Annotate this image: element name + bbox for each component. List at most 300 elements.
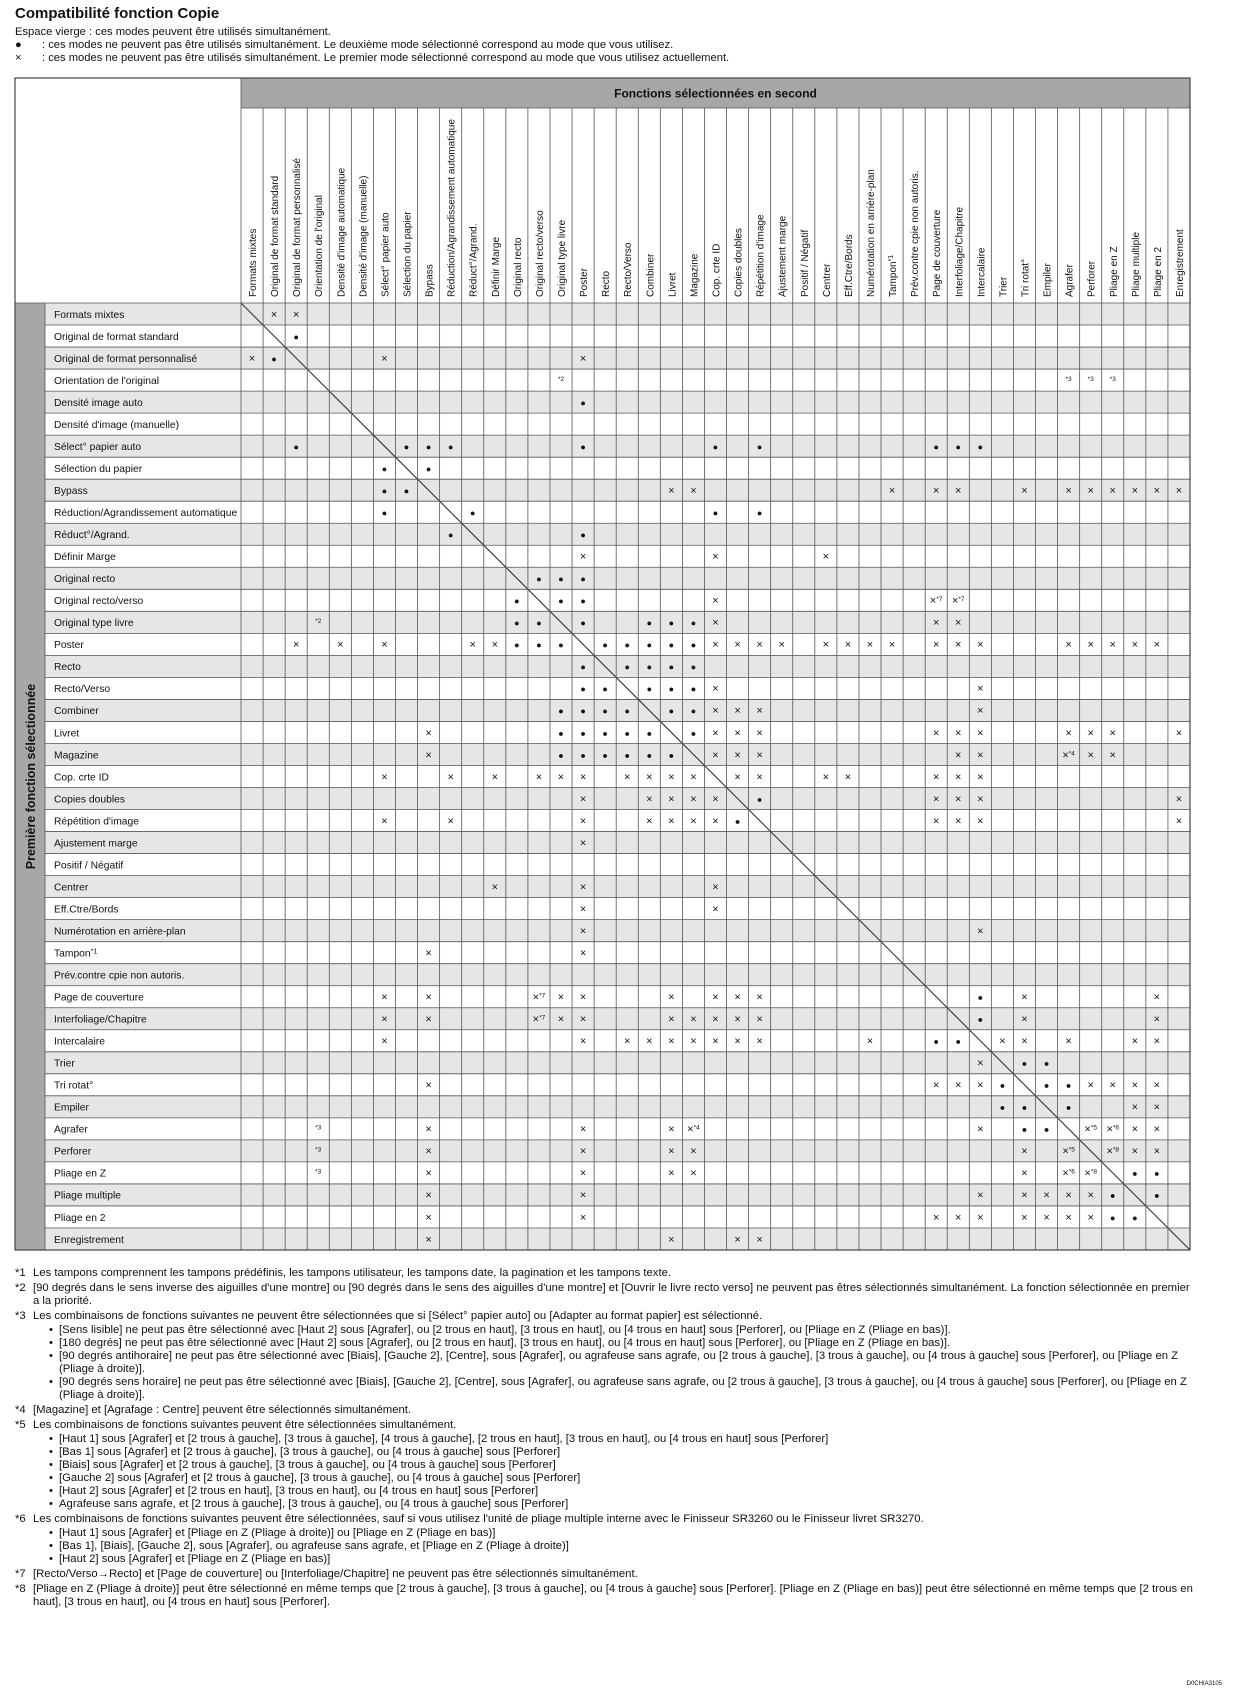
footnote-label: *2 bbox=[15, 1282, 26, 1294]
table-cell-mark: ● bbox=[580, 618, 586, 629]
row-header: Empiler bbox=[54, 1102, 89, 1114]
row-stripe bbox=[45, 788, 1190, 810]
table-cell-mark: × bbox=[734, 749, 741, 762]
table-cell-mark: × bbox=[955, 639, 962, 652]
column-header: Orientation de l'original bbox=[314, 195, 326, 297]
table-cell-mark: ● bbox=[756, 794, 763, 805]
table-cell-mark: × bbox=[756, 705, 763, 718]
row-stripe bbox=[45, 1228, 1190, 1250]
second-selected-header: Fonctions sélectionnées en second bbox=[614, 86, 817, 101]
row-stripe bbox=[45, 832, 1190, 854]
table-cell-mark: ● bbox=[558, 706, 564, 717]
footnote-text: [Recto/Verso→Recto] et [Page de couverture] ou [Interfoliage/Chapitre] ne peuvent pas être sélectionnés simultanément. bbox=[33, 1568, 638, 1580]
table-cell-mark: × bbox=[756, 749, 763, 762]
table-cell-mark: *2 bbox=[557, 375, 565, 383]
table-cell-mark: ● bbox=[1043, 1080, 1050, 1091]
table-cell-mark: ×$^{*8}$ bbox=[1084, 1167, 1097, 1180]
table-cell-mark: × bbox=[668, 1233, 675, 1246]
column-header: Eff.Ctre/Bords bbox=[843, 234, 855, 297]
table-cell-mark: × bbox=[646, 815, 653, 828]
table-cell-mark: × bbox=[712, 815, 719, 828]
table-cell-mark: × bbox=[579, 1035, 587, 1048]
table-cell-mark: × bbox=[1131, 1079, 1139, 1092]
table-cell-mark: × bbox=[1087, 639, 1094, 652]
table-cell-mark: ● bbox=[425, 441, 432, 452]
footnote bbox=[15, 1568, 1195, 1581]
table-cell-mark: ● bbox=[624, 750, 630, 761]
table-cell-mark: × bbox=[668, 1145, 675, 1158]
table-cell-mark: × bbox=[932, 617, 940, 630]
legend-cross-symbol: × bbox=[15, 52, 22, 64]
table-cell-mark: × bbox=[1153, 484, 1161, 497]
table-cell-mark: ● bbox=[514, 640, 520, 651]
table-cell-mark: × bbox=[557, 991, 565, 1004]
table-cell-mark: ×$^{*7}$ bbox=[532, 991, 546, 1004]
table-cell-mark: × bbox=[668, 1013, 675, 1026]
table-cell-mark: × bbox=[734, 705, 741, 718]
column-header: Pliage en 2 bbox=[1152, 246, 1164, 297]
table-cell-mark: ● bbox=[712, 508, 719, 519]
table-cell-mark: × bbox=[712, 903, 719, 916]
table-cell-mark: × bbox=[1065, 1035, 1072, 1048]
table-cell-mark: × bbox=[1153, 1035, 1161, 1048]
table-cell-mark: ● bbox=[999, 1102, 1006, 1113]
table-cell-mark: ×$^{*8}$ bbox=[1106, 1145, 1120, 1158]
row-header: Original type livre bbox=[54, 618, 134, 630]
table-cell-mark: × bbox=[1131, 1123, 1139, 1136]
footnote-label: *6 bbox=[15, 1513, 26, 1525]
table-cell-mark: × bbox=[646, 793, 653, 806]
column-header: Interfoliage/Chapitre bbox=[954, 206, 966, 297]
table-cell-mark: ● bbox=[690, 640, 697, 651]
table-cell-mark: ● bbox=[756, 441, 763, 452]
table-cell-mark: ● bbox=[580, 750, 586, 761]
legend-cross-text: : ces modes ne peuvent pas être utilisés simultanément. Le premier mode sélectionné correspond au mode que vous utilisez actuellement. bbox=[42, 52, 730, 64]
table-cell-mark: × bbox=[248, 352, 256, 365]
table-cell-mark: ● bbox=[580, 397, 586, 408]
table-cell-mark: × bbox=[712, 727, 719, 740]
table-cell-mark: × bbox=[977, 925, 984, 938]
column-header: Ajustement marge bbox=[777, 215, 789, 297]
table-cell-mark: × bbox=[1087, 484, 1094, 497]
table-cell-mark: × bbox=[579, 903, 587, 916]
table-cell-mark: × bbox=[557, 771, 565, 784]
row-stripe bbox=[45, 920, 1190, 942]
table-cell-mark: ● bbox=[580, 530, 586, 541]
table-cell-mark: × bbox=[977, 1123, 984, 1136]
footnote-label: *5 bbox=[15, 1419, 26, 1431]
row-header: Bypass bbox=[54, 485, 88, 497]
column-header: Empiler bbox=[1042, 263, 1054, 297]
table-cell-mark: × bbox=[690, 771, 697, 784]
column-header: Magazine bbox=[689, 253, 701, 297]
table-cell-mark: ● bbox=[381, 508, 388, 519]
table-cell-mark: ×$^{*4}$ bbox=[1062, 749, 1075, 762]
legend-blank-text: Espace vierge : ces modes peuvent être utilisés simultanément. bbox=[15, 26, 331, 38]
table-cell-mark: × bbox=[292, 308, 300, 321]
table-cell-mark: × bbox=[425, 991, 432, 1004]
table-cell-mark: × bbox=[1021, 1167, 1028, 1180]
table-cell-mark: *3 bbox=[315, 1168, 322, 1176]
row-header: Tampon$^{*1}$ bbox=[54, 947, 98, 960]
table-cell-mark: × bbox=[955, 617, 962, 630]
row-header: Sélect° papier auto bbox=[54, 441, 142, 453]
table-cell-mark: ● bbox=[1132, 1168, 1138, 1179]
table-cell-mark: × bbox=[1109, 749, 1116, 762]
table-cell-mark: × bbox=[1087, 727, 1094, 740]
table-cell-mark: ● bbox=[690, 728, 697, 739]
table-cell-mark: × bbox=[690, 484, 697, 497]
row-header: Orientation de l'original bbox=[54, 375, 159, 387]
table-cell-mark: ● bbox=[514, 596, 520, 607]
table-cell-mark: × bbox=[668, 1035, 675, 1048]
footnote bbox=[15, 1513, 1195, 1566]
row-header: Original recto/verso bbox=[54, 596, 144, 608]
row-header: Réduct°/Agrand. bbox=[54, 530, 130, 542]
row-header: Perforer bbox=[54, 1146, 92, 1158]
row-stripe bbox=[45, 1096, 1190, 1118]
footnote-text: [Magazine] et [Agrafage : Centre] peuvent être sélectionnés simultanément. bbox=[33, 1404, 412, 1416]
table-cell-mark: ● bbox=[558, 750, 564, 761]
table-cell-mark: × bbox=[579, 1013, 587, 1026]
table-cell-mark: × bbox=[977, 727, 984, 740]
table-cell-mark: × bbox=[712, 1013, 719, 1026]
footnote bbox=[15, 1310, 1195, 1402]
column-header: Sélection du papier bbox=[402, 211, 414, 297]
table-cell-mark: × bbox=[1065, 1189, 1072, 1202]
table-cell-mark: ● bbox=[1043, 1124, 1050, 1135]
row-stripe bbox=[45, 435, 1190, 457]
table-cell-mark: × bbox=[977, 1189, 984, 1202]
row-stripe bbox=[45, 1140, 1190, 1162]
table-cell-mark: ● bbox=[580, 441, 586, 452]
table-cell-mark: ● bbox=[580, 574, 586, 585]
row-stripe bbox=[45, 1184, 1190, 1206]
table-cell-mark: × bbox=[778, 639, 785, 652]
row-stripe bbox=[45, 655, 1190, 677]
table-cell-mark: × bbox=[579, 1123, 587, 1136]
row-stripe bbox=[45, 1008, 1190, 1030]
table-cell-mark: × bbox=[1175, 484, 1183, 497]
row-header: Original de format standard bbox=[54, 331, 179, 343]
row-header: Copies doubles bbox=[54, 794, 125, 806]
table-cell-mark: × bbox=[381, 1013, 388, 1026]
row-stripe bbox=[45, 347, 1190, 369]
table-cell-mark: ● bbox=[470, 508, 476, 519]
footnote-label: *4 bbox=[15, 1404, 26, 1416]
table-cell-mark: × bbox=[756, 727, 763, 740]
footnote-bullet: • [Haut 2] sous [Agrafer] et [2 trous en haut], [3 trous en haut], ou [4 trous en haut] sous [Perforer] bbox=[49, 1485, 1195, 1498]
table-cell-mark: × bbox=[646, 771, 653, 784]
row-header: Original de format personnalisé bbox=[54, 353, 198, 365]
table-cell-mark: ● bbox=[1132, 1212, 1138, 1223]
table-cell-mark: × bbox=[1087, 749, 1094, 762]
row-header: Numérotation en arrière-plan bbox=[54, 926, 186, 938]
table-cell-mark: × bbox=[668, 771, 675, 784]
table-cell-mark: ● bbox=[403, 485, 410, 496]
table-cell-mark: × bbox=[712, 793, 719, 806]
row-header: Positif / Négatif bbox=[54, 860, 124, 872]
footnote-bullet: • Agrafeuse sans agrafe, et [2 trous à gauche], [3 trous à gauche], ou [4 trous à gauche] sous [Perforer] bbox=[49, 1498, 1195, 1511]
table-cell-mark: × bbox=[712, 991, 719, 1004]
table-cell-mark: ● bbox=[1154, 1168, 1160, 1179]
table-cell-mark: × bbox=[1153, 1079, 1161, 1092]
table-cell-mark: × bbox=[1175, 727, 1183, 740]
table-cell-mark: ● bbox=[646, 640, 653, 651]
row-header: Cop. crte ID bbox=[54, 772, 109, 784]
table-cell-mark: ● bbox=[580, 684, 586, 695]
row-stripe bbox=[45, 391, 1190, 413]
table-cell-mark: × bbox=[381, 639, 388, 652]
column-header: Recto bbox=[601, 270, 613, 297]
table-cell-mark: × bbox=[734, 771, 741, 784]
column-header: Copies doubles bbox=[733, 228, 745, 297]
footnote-bullet: • [Haut 1] sous [Agrafer] et [2 trous à gauche], [3 trous à gauche], [4 trous à gauche], [2 trous en haut], [3 trous en haut], ou [4 trous en haut] sous [Perforer] bbox=[49, 1433, 1195, 1446]
document-reference: D0CHIA3105 bbox=[1186, 1681, 1222, 1687]
table-cell-mark: × bbox=[1021, 1035, 1028, 1048]
footnote-label: *7 bbox=[15, 1568, 26, 1580]
table-cell-mark: × bbox=[624, 1035, 631, 1048]
table-cell-mark: × bbox=[712, 749, 719, 762]
table-cell-mark: × bbox=[977, 749, 984, 762]
table-cell-mark: ● bbox=[690, 706, 697, 717]
table-cell-mark: × bbox=[1021, 991, 1028, 1004]
table-cell-mark: × bbox=[977, 1211, 984, 1224]
column-header: Répétition d'image bbox=[755, 214, 767, 297]
table-cell-mark: ● bbox=[293, 441, 299, 452]
table-cell-mark: × bbox=[425, 947, 432, 960]
table-cell-mark: ● bbox=[690, 662, 697, 673]
table-cell-mark: *3 bbox=[315, 1124, 322, 1132]
table-cell-mark: ● bbox=[977, 1014, 984, 1025]
column-header: Recto/Verso bbox=[623, 242, 635, 297]
table-cell-mark: × bbox=[425, 1013, 432, 1026]
table-cell-mark: × bbox=[977, 639, 984, 652]
table-cell-mark: × bbox=[690, 1035, 697, 1048]
footnote-bullet: • [180 degrés] ne peut pas être sélectionné avec [Haut 2] sous [Agrafer], ou [2 trous en haut], [3 trous en haut], ou [4 trous en haut] sous [Perforer], ou [Pliage en Z (Pliage en bas)]. bbox=[49, 1337, 1195, 1350]
table-cell-mark: × bbox=[866, 1035, 874, 1048]
table-cell-mark: × bbox=[1065, 639, 1072, 652]
table-cell-mark: × bbox=[381, 771, 388, 784]
table-cell-mark: × bbox=[734, 727, 741, 740]
table-cell-mark: × bbox=[270, 308, 278, 321]
table-cell-mark: ● bbox=[580, 706, 586, 717]
table-cell-mark: × bbox=[579, 815, 587, 828]
column-header: Original recto/verso bbox=[534, 210, 546, 297]
row-header: Recto bbox=[54, 662, 81, 674]
table-cell-mark: × bbox=[1153, 1013, 1161, 1026]
table-cell-mark: ● bbox=[1065, 1102, 1072, 1113]
table-cell-mark: × bbox=[491, 771, 499, 784]
table-cell-mark: × bbox=[1109, 639, 1116, 652]
table-cell-mark: × bbox=[756, 991, 763, 1004]
footnote-label: *8 bbox=[15, 1583, 26, 1595]
table-cell-mark: × bbox=[425, 749, 432, 762]
table-cell-mark: ● bbox=[624, 706, 630, 717]
table-cell-mark: ● bbox=[602, 728, 608, 739]
table-cell-mark: × bbox=[491, 881, 499, 894]
table-cell-mark: × bbox=[690, 1013, 697, 1026]
row-header: Répétition d'image bbox=[54, 816, 139, 828]
table-cell-mark: ● bbox=[558, 640, 564, 651]
row-header: Réduction/Agrandissement automatique bbox=[54, 508, 238, 520]
table-cell-mark: ● bbox=[1110, 1212, 1116, 1223]
row-stripe bbox=[45, 523, 1190, 545]
table-cell-mark: × bbox=[977, 1057, 984, 1070]
table-cell-mark: × bbox=[712, 639, 719, 652]
table-cell-mark: × bbox=[1087, 1189, 1094, 1202]
table-cell-mark: ● bbox=[646, 662, 653, 673]
footnote-bullet: • [Bas 1] sous [Agrafer] et [2 trous à gauche], [3 trous à gauche], ou [4 trous à gauche] sous [Perforer] bbox=[49, 1446, 1195, 1459]
table-cell-mark: ● bbox=[558, 728, 564, 739]
table-cell-mark: × bbox=[624, 771, 631, 784]
table-cell-mark: × bbox=[579, 837, 587, 850]
row-header: Magazine bbox=[54, 750, 99, 762]
table-cell-mark: × bbox=[579, 947, 587, 960]
table-cell-mark: × bbox=[734, 1013, 741, 1026]
footnote-text: [90 degrés dans le sens inverse des aiguilles d'une montre] ou [90 degrés dans le sens des aiguilles d'une montre] et [Ouvrir le livre recto verso] ne peuvent pas êtres sélectionnés simultanément. La fonction sélectionnée en premier a la priorité. bbox=[33, 1282, 1190, 1307]
table-cell-mark: × bbox=[579, 352, 587, 365]
table-cell-mark: ● bbox=[558, 596, 564, 607]
column-header: Perforer bbox=[1086, 260, 1098, 297]
table-cell-mark: ● bbox=[977, 992, 984, 1003]
table-cell-mark: ● bbox=[668, 618, 675, 629]
row-header: Agrafer bbox=[54, 1124, 88, 1136]
table-cell-mark: × bbox=[1065, 1211, 1072, 1224]
table-cell-mark: × bbox=[447, 771, 454, 784]
table-cell-mark: × bbox=[690, 815, 697, 828]
footnote-bullet: • [Gauche 2] sous [Agrafer] et [2 trous à gauche], [3 trous à gauche], ou [4 trous à gauche] sous [Perforer] bbox=[49, 1472, 1195, 1485]
table-cell-mark: × bbox=[734, 1035, 741, 1048]
table-cell-mark: × bbox=[1175, 793, 1183, 806]
footnote-bullet: • [Haut 2] sous [Agrafer] et [Pliage en Z (Pliage en bas)] bbox=[49, 1553, 1195, 1566]
table-cell-mark: ● bbox=[756, 508, 763, 519]
column-header: Réduct°/Agrand. bbox=[468, 223, 480, 297]
column-header: Original type livre bbox=[557, 219, 569, 297]
table-cell-mark: × bbox=[734, 991, 741, 1004]
row-stripe bbox=[45, 964, 1190, 986]
column-header: Définir Marge bbox=[490, 236, 502, 297]
table-cell-mark: × bbox=[955, 1079, 962, 1092]
row-stripe bbox=[45, 743, 1190, 765]
table-cell-mark: × bbox=[712, 595, 719, 608]
table-cell-mark: ● bbox=[536, 574, 542, 585]
row-header: Combiner bbox=[54, 706, 99, 718]
row-header: Recto/Verso bbox=[54, 684, 111, 696]
table-cell-mark: ● bbox=[646, 750, 653, 761]
table-cell-mark: ● bbox=[712, 441, 719, 452]
table-cell-mark: × bbox=[1087, 1211, 1094, 1224]
table-cell-mark: ● bbox=[558, 574, 564, 585]
table-cell-mark: ● bbox=[381, 463, 388, 474]
footnote-text: Les combinaisons de fonctions suivantes peuvent être sélectionnées, sauf si vous utilisez l'unité de pliage multiple interne avec le Finisseur SR3260 ou le Finisseur livret SR3270. bbox=[33, 1513, 924, 1525]
column-header: Bypass bbox=[424, 264, 436, 297]
table-cell-mark: ● bbox=[602, 684, 608, 695]
table-cell-mark: × bbox=[690, 1167, 697, 1180]
row-header: Pliage multiple bbox=[54, 1190, 121, 1202]
table-cell-mark: × bbox=[579, 1145, 587, 1158]
table-cell-mark: ×$^{*5}$ bbox=[1084, 1123, 1097, 1136]
table-cell-mark: ● bbox=[403, 441, 410, 452]
column-header: Combiner bbox=[645, 253, 657, 297]
table-cell-mark: ● bbox=[955, 441, 961, 452]
table-cell-mark: × bbox=[690, 793, 697, 806]
table-cell-mark: × bbox=[690, 1145, 697, 1158]
column-header: Enregistrement bbox=[1174, 229, 1186, 297]
table-cell-mark: × bbox=[491, 639, 499, 652]
table-cell-mark: × bbox=[579, 771, 587, 784]
table-cell-mark: ● bbox=[734, 816, 741, 827]
table-cell-mark: × bbox=[734, 639, 741, 652]
column-header: Pliage en Z bbox=[1108, 246, 1120, 297]
footnote bbox=[15, 1282, 1195, 1308]
table-cell-mark: × bbox=[1109, 484, 1116, 497]
table-cell-mark: × bbox=[712, 683, 719, 696]
footnote bbox=[15, 1583, 1195, 1609]
table-cell-mark: ● bbox=[381, 485, 388, 496]
table-cell-mark: × bbox=[668, 815, 675, 828]
table-cell-mark: ● bbox=[580, 728, 586, 739]
table-cell-mark: × bbox=[1109, 727, 1116, 740]
footnote-label: *3 bbox=[15, 1310, 26, 1322]
table-cell-mark: × bbox=[1175, 815, 1183, 828]
table-cell-mark: ● bbox=[955, 1036, 961, 1047]
table-cell-mark: × bbox=[977, 683, 984, 696]
table-cell-mark: × bbox=[425, 1189, 432, 1202]
table-cell-mark: ● bbox=[580, 596, 586, 607]
table-cell-mark: ● bbox=[1110, 1190, 1116, 1201]
table-cell-mark: ● bbox=[646, 728, 653, 739]
legend-dot-text: : ces modes ne peuvent pas être utilisés simultanément. Le deuxième mode sélectionné correspond au mode que vous utilisez. bbox=[42, 39, 674, 51]
table-cell-mark: × bbox=[1021, 1013, 1028, 1026]
table-cell-mark: ● bbox=[668, 706, 675, 717]
table-cell-mark: × bbox=[1153, 991, 1161, 1004]
table-cell-mark: × bbox=[977, 705, 984, 718]
column-header: Page de couverture bbox=[932, 209, 944, 297]
column-header: Densité d'image (manuelle) bbox=[358, 175, 370, 297]
table-cell-mark: × bbox=[712, 1035, 719, 1048]
row-header: Poster bbox=[54, 640, 84, 652]
table-cell-mark: × bbox=[469, 639, 476, 652]
footnote-label: *1 bbox=[15, 1267, 26, 1279]
row-header: Livret bbox=[54, 728, 80, 740]
table-cell-mark: × bbox=[668, 1167, 675, 1180]
table-cell-mark: ● bbox=[425, 463, 432, 474]
legend-dot-symbol: ● bbox=[15, 39, 22, 51]
footnotes bbox=[15, 1265, 1195, 1609]
table-cell-mark: × bbox=[888, 639, 896, 652]
table-cell-mark: × bbox=[932, 1211, 940, 1224]
table-cell-mark: ×$^{*6}$ bbox=[1062, 1167, 1075, 1180]
row-header: Intercalaire bbox=[54, 1036, 105, 1048]
table-cell-mark: ● bbox=[293, 331, 299, 342]
row-header: Page de couverture bbox=[54, 992, 144, 1004]
table-cell-mark: ● bbox=[536, 618, 542, 629]
table-cell-mark: ● bbox=[1021, 1058, 1028, 1069]
row-stripe bbox=[45, 1052, 1190, 1074]
table-cell-mark: × bbox=[1021, 1211, 1028, 1224]
table-cell-mark: × bbox=[668, 793, 675, 806]
table-cell-mark: ● bbox=[668, 750, 675, 761]
page-title: Compatibilité fonction Copie bbox=[15, 5, 220, 22]
row-stripe bbox=[45, 479, 1190, 501]
table-cell-mark: × bbox=[756, 1035, 763, 1048]
column-header: Cop. crte ID bbox=[711, 243, 723, 297]
column-header: Livret bbox=[667, 272, 679, 297]
table-cell-mark: × bbox=[1131, 639, 1139, 652]
column-header: Tri rotat° bbox=[1020, 258, 1032, 297]
table-cell-mark: ● bbox=[514, 618, 520, 629]
